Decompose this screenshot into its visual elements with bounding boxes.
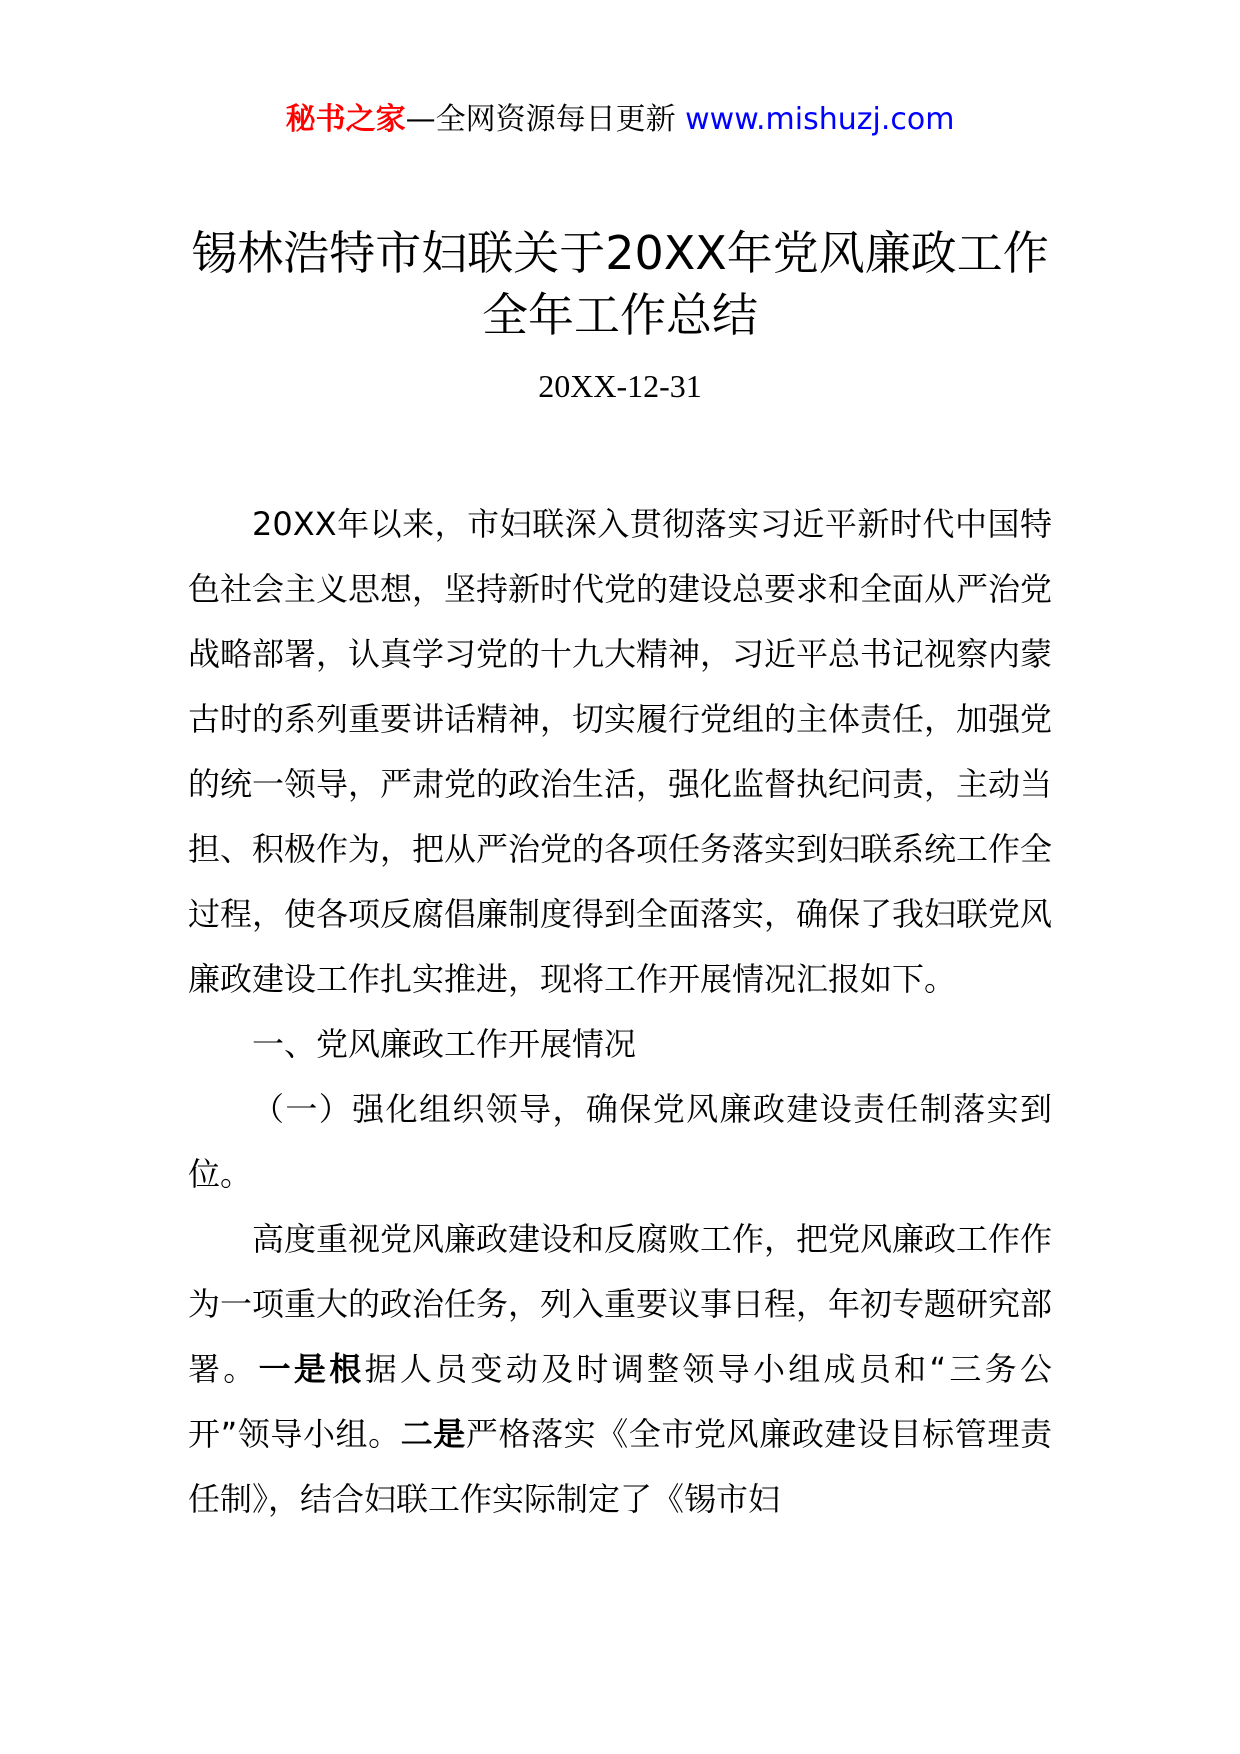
bold-marker-first: 一是根 [258, 1350, 365, 1388]
section-heading-1: 一、党风廉政工作开展情况 [252, 1025, 637, 1063]
slogan: —全网资源每日更新 [405, 102, 686, 137]
brand-name: 秘书之家 [285, 102, 406, 137]
document-date: 20XX-12-31 [538, 368, 702, 404]
paragraph-organization [188, 1207, 1052, 1532]
site-url-link[interactable]: www.mishuzj.com [685, 102, 955, 137]
paragraph-intro: 20XX年以来，市妇联深入贯彻落实习近平新时代中国特色社会主义思想，坚持新时代党的建设总要求和全面从严治党战略部署，认真学习党的十九大精神，习近平总书记视察内蒙古时的系列重要讲话精神，切实履行党组的主体责任，加强党的统一领导，严肃党的政治生活，强化监督执纪问责，主动当担、积极作为，把从严治党的各项任务落实到妇联系统工作全过程，使各项反腐倡廉制度得到全面落实，确保了我妇联党风廉政建设工作扎实推进，现将工作开展情况汇报如下。 [188, 505, 1053, 998]
title-line-1: 锡林浩特市妇联关于20XX年党风廉政工作 [191, 226, 1049, 280]
paragraph-text: 严格落实《全市党风廉政建设目标管理责任制》，结合妇联工作实际制定了《锡市妇 [188, 1415, 1052, 1518]
title-line-2: 全年工作总结 [482, 288, 758, 342]
bold-marker-second: 二是 [400, 1415, 466, 1453]
document-body [188, 492, 1052, 1532]
paragraph-text: 据人员变动及时调整领导小组成员和“三务公开”领导小组。 [188, 1350, 1052, 1453]
header-banner [0, 100, 1240, 140]
subsection-heading-1: （一）强化组织领导，确保党风廉政建设责任制落实到位。 [188, 1090, 1052, 1193]
document-title [150, 222, 1090, 346]
paragraph-text: 高度重视党风廉政建设和反腐败工作，把党风廉政工作作为一项重大的政治任务，列入重要议事日程，年初专题研究部署。 [188, 1220, 1053, 1388]
